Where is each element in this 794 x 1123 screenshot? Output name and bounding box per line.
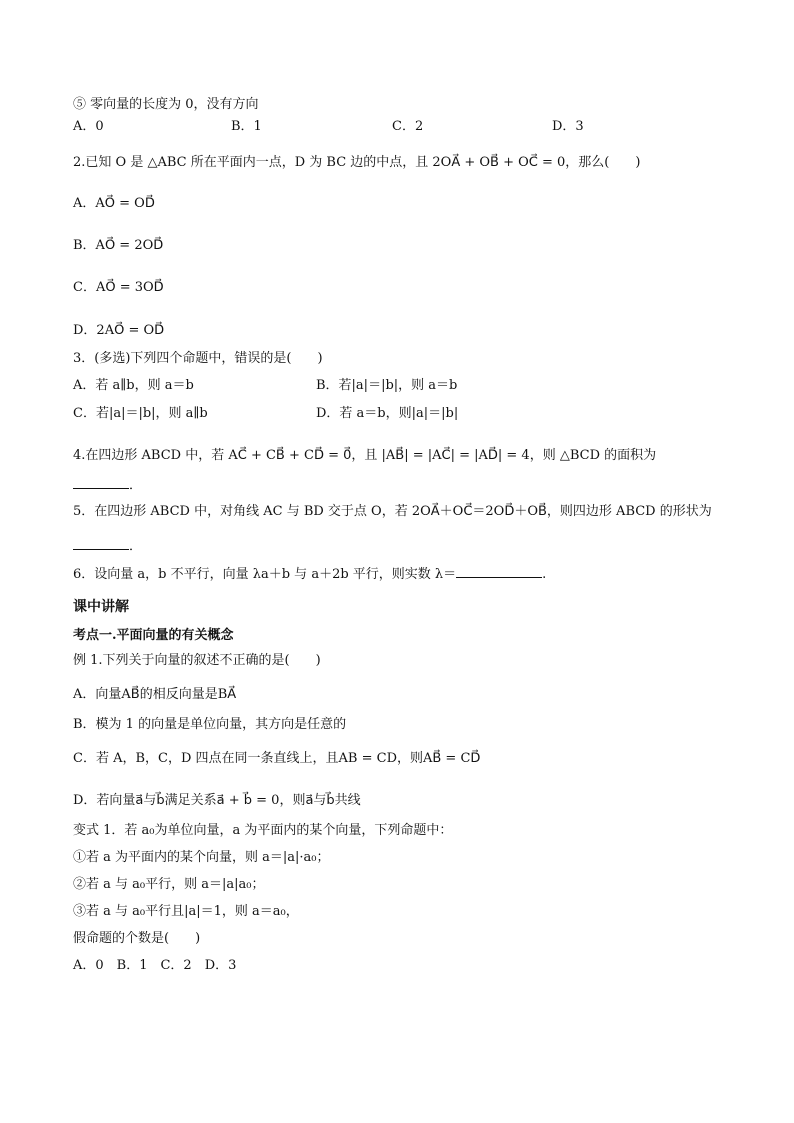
q4-answer-line [73, 476, 142, 495]
q2-option-a: A．AO⃗ = OD⃗ [73, 196, 155, 211]
q6-stem: 6．设向量 a，b 不平行，向量 λa＋b 与 a＋2b 平行，则实数 λ＝ [73, 567, 457, 582]
var1-question: 假命题的个数是( ) [73, 931, 201, 946]
q4-stem: 4.在四边形 ABCD 中，若 AC⃗ + CB⃗ + CD⃗ = 0⃗，且 |AB⃗| = |AC⃗| = |AD⃗| = 4，则 △BCD 的面积为 [73, 448, 657, 463]
q2-option-b: B．AO⃗ = 2OD⃗ [73, 238, 164, 253]
section-title: 课中讲解 [73, 599, 129, 615]
q1-option-b: B．1 [231, 119, 262, 134]
q4-end: ． [129, 478, 143, 493]
q6-answer-blank[interactable] [456, 565, 542, 578]
var1-options: A．0 B．1 C．2 D．3 [73, 958, 237, 973]
ex1-option-c: C．若 A，B，C，D 四点在同一条直线上，且AB = CD，则AB⃗ = CD⃗ [73, 751, 481, 766]
var1-item-2: ②若 a 与 a₀平行，则 a＝|a|a₀； [73, 877, 265, 892]
q4-answer-blank[interactable] [73, 476, 129, 489]
ex1-option-b: B．模为 1 的向量是单位向量，其方向是任意的 [73, 717, 347, 732]
q3-option-a: A．若 a∥b，则 a＝b [73, 378, 194, 393]
q1-statement-5: ⑤ 零向量的长度为 0，没有方向 [73, 97, 259, 112]
q6-line [73, 565, 546, 584]
q2-option-d: D．2AO⃗ = OD⃗ [73, 323, 165, 338]
var1-item-3: ③若 a 与 a₀平行且|a|＝1，则 a＝a₀， [73, 904, 299, 919]
q3-option-c: C．若|a|＝|b|，则 a∥b [73, 406, 208, 421]
q2-option-c: C．AO⃗ = 3OD⃗ [73, 280, 164, 295]
ex1-option-d: D．若向量a⃗与b⃗满足关系a⃗ + b⃗ = 0，则a⃗与b⃗共线 [73, 793, 361, 808]
ex1-stem: 例 1.下列关于向量的叙述不正确的是( ) [73, 653, 321, 668]
var1-item-1: ①若 a 为平面内的某个向量，则 a＝|a|·a₀； [73, 850, 330, 865]
q1-option-c: C．2 [392, 119, 424, 134]
q5-stem: 5．在四边形 ABCD 中，对角线 AC 与 BD 交于点 O，若 2OA⃗＋OC⃗＝2OD⃗＋OB⃗，则四边形 ABCD 的形状为 [73, 504, 712, 519]
q3-option-d: D．若 a＝b，则|a|＝|b| [316, 406, 459, 421]
q5-answer-line [73, 537, 142, 556]
q2-stem: 2.已知 O 是 △ABC 所在平面内一点，D 为 BC 边的中点，且 2OA⃗ + OB⃗ + OC⃗ = 0，那么( ) [73, 155, 641, 170]
q5-end: ． [129, 539, 143, 554]
q3-option-b: B．若|a|＝|b|，则 a＝b [316, 378, 458, 393]
var1-stem: 变式 1．若 a₀为单位向量，a 为平面内的某个向量，下列命题中： [73, 823, 453, 838]
ex1-option-a: A．向量AB⃗的相反向量是BA⃗ [73, 687, 237, 702]
q1-option-a: A．0 [73, 119, 104, 134]
q5-answer-blank[interactable] [73, 537, 129, 550]
section-subtitle: 考点一.平面向量的有关概念 [73, 628, 234, 643]
q3-stem: 3．(多选)下列四个命题中，错误的是( ) [73, 351, 323, 366]
q6-end: . [542, 567, 547, 582]
q1-option-d: D．3 [552, 119, 584, 134]
